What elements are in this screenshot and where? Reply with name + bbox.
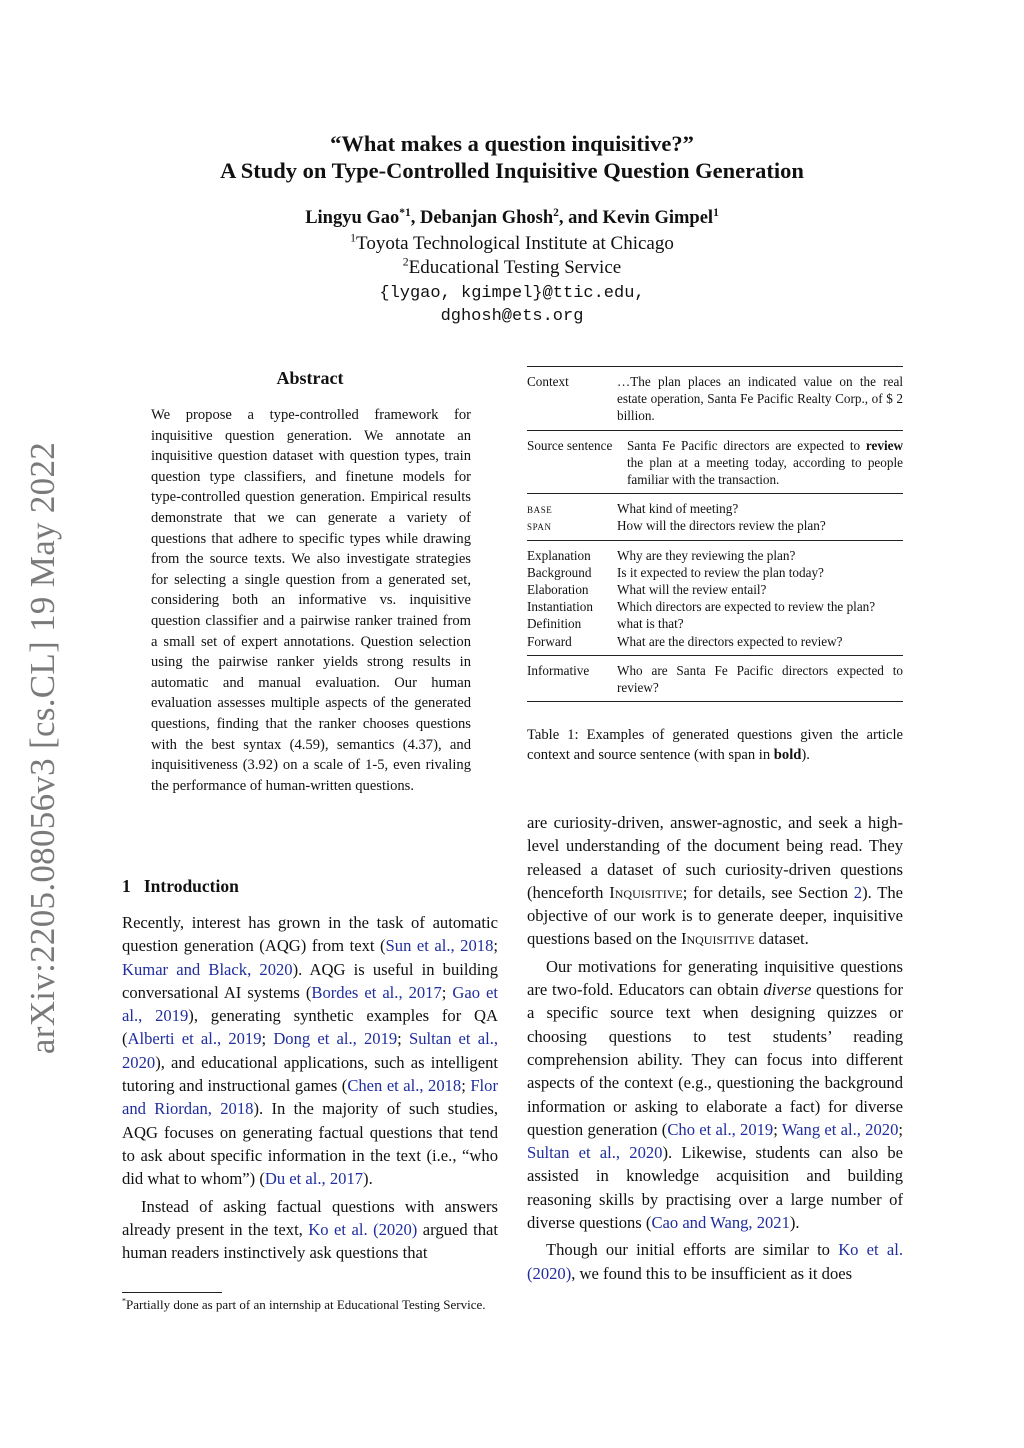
- footnote: *Partially done as part of an internship at Educational Testing Service.: [122, 1296, 486, 1312]
- table-row-label: Elaboration: [527, 582, 589, 598]
- paper-title-line-2: A Study on Type-Controlled Inquisitive Question Generation: [220, 158, 804, 183]
- citation-link[interactable]: Ko et al. (2020): [308, 1219, 418, 1239]
- table-row-label: Instantiation: [527, 599, 593, 615]
- table-row: [527, 598, 903, 615]
- citation-link[interactable]: Ko et al. (2020): [527, 1240, 903, 1283]
- intro-paragraph-2: Instead of asking factual questions with answers already present in the text, Ko et al. (2020) argued that human readers instinctively ask questions that: [122, 1196, 498, 1263]
- table-row: [527, 500, 903, 517]
- citation-link[interactable]: Kumar and Black, 2020: [122, 959, 293, 979]
- author-ghosh-mark: 2: [553, 206, 559, 219]
- intro-paragraph-1: Recently, interest has grown in the task of automatic question generation (AQG) from text (Sun et al., 2018; Kumar and Black, 2020). AQG is useful in building conversational AI systems (Bordes et al., 2017; Gao et al., 2019), generating synthetic examples for QA (Alberti et al., 2019; Dong et al., 2019; Sultan et al., 2020), and educational applications, such as intelligent tutoring and instructional games (Chen et al., 2018; Flor and Riordan, 2018). In the majority of such studies, AQG focuses on generating factual questions that tend to ask about specific information in the text (i.e., “who did what to whom”) (Du et al., 2017).: [122, 913, 499, 1189]
- table-row-question: Is it expected to review the plan today?: [617, 564, 824, 580]
- affiliation-1: $^1$Toyota Technological Institute at Chicago: [350, 231, 674, 254]
- citation-link[interactable]: Wang et al., 2020: [781, 1119, 899, 1139]
- arxiv-identifier: arXiv:2205.08056v3 [cs.CL] 19 May 2022: [23, 441, 62, 1055]
- table-row-label: Explanation: [527, 547, 591, 563]
- author-emails-line-1: {lygao, kgimpel}@ttic.edu,: [379, 284, 645, 303]
- table-row: [527, 517, 903, 534]
- table-row-label: span: [527, 518, 552, 534]
- table-row-question: Which directors are expected to review the plan?: [617, 599, 876, 615]
- table-informative-group: [527, 656, 903, 701]
- citation-link[interactable]: Alberti et al., 2019: [127, 1029, 262, 1049]
- table-source-group: [527, 431, 903, 494]
- author-gao: Lingyu Gao: [305, 208, 400, 228]
- table-types-group: [527, 541, 903, 655]
- right-paragraph-3: Though our initial efforts are similar to Ko et al. (2020), we found this to be insufficient as it does: [527, 1240, 903, 1283]
- table-row: [527, 564, 903, 581]
- citation-link[interactable]: Flor and Riordan, 2018: [122, 1076, 498, 1119]
- abstract-text: We propose a type-controlled framework for inquisitive question generation. We annotate an inquisitive question dataset with question types, train question type classifiers, and finetune models for type-controlled question generation. Empirical results demonstrate that we can generate a variety of questions that adhere to specific types while drawing from the source texts. We also investigate strategies for selecting a single question from a generated set, considering both an informative vs. inquisitive question classifier and a pairwise ranker trained from a small set of expert annotations. Question selection using the pairwise ranker yields strong results in automatic and manual evaluation. Our human evaluation assesses multiple aspects of the generated questions, finding that the ranker chooses questions with the best syntax (4.59), semantics (4.37), and inquisitiveness (3.92) on a scale of 1-5, even rivaling the performance of human-written questions.: [151, 407, 471, 794]
- author-gao-mark: *1: [399, 206, 411, 219]
- section-link[interactable]: 2: [853, 882, 863, 902]
- abstract-heading: Abstract: [276, 368, 344, 388]
- affiliation-2: $^2$Educational Testing Service: [402, 255, 622, 278]
- table-1: [527, 366, 903, 702]
- author-list: [0, 208, 1024, 229]
- citation-link[interactable]: Du et al., 2017: [264, 1169, 364, 1189]
- table-row-label: Forward: [527, 633, 572, 649]
- table-row-question: what is that?: [617, 616, 684, 632]
- author-emails-line-2: dghosh@ets.org: [440, 307, 584, 326]
- table-row-question: How will the directors review the plan?: [617, 518, 826, 534]
- right-paragraph-2: Our motivations for generating inquisitive questions are two-fold. Educators can obtain diverse questions for a specific source text when designing quizzes or choosing questions to test students’ reading comprehension ability. They can focus into different aspects of the context (e.g., questioning the background information or asking to elaborate a fact) for diverse question generation (Cho et al., 2019; Wang et al., 2020; Sultan et al., 2020). Likewise, students can also be assisted in knowledge acquisition and building reasoning skills by practising over a large number of diverse questions (Cao and Wang, 2021).: [527, 956, 903, 1233]
- citation-link[interactable]: Sun et al., 2018: [385, 936, 494, 956]
- citation-link[interactable]: Cho et al., 2019: [667, 1119, 774, 1139]
- author-gimpel-mark: 1: [713, 206, 719, 219]
- author-ghosh: , Debanjan Ghosh: [410, 208, 554, 228]
- table-row: [527, 633, 903, 650]
- table-row-question: Why are they reviewing the plan?: [617, 547, 796, 563]
- paper-title-line-1: “What makes a question inquisitive?”: [330, 131, 694, 156]
- citation-link[interactable]: Sultan et al., 2020: [527, 1143, 663, 1163]
- section-heading-introduction: 1 Introduction: [122, 876, 239, 896]
- citation-link[interactable]: Cao and Wang, 2021: [651, 1213, 790, 1233]
- table-row: [527, 615, 903, 632]
- table-row-question: What will the review entail?: [617, 582, 767, 598]
- citation-link[interactable]: Gao et al., 2019: [122, 982, 498, 1026]
- table-row-question: What are the directors expected to review?: [617, 633, 843, 649]
- table-row: Source sentence Santa Fe Pacific directors are expected to review the plan at a meeting today, according to people familiar with the transaction.: [527, 437, 903, 488]
- table-row-label: base: [527, 501, 553, 517]
- table-row-label: Background: [527, 564, 592, 580]
- table-1-caption: Table 1: Examples of generated questions given the article context and source sentence (with span in bold).: [527, 727, 903, 763]
- table-context-group: [527, 367, 903, 430]
- table-row: Context …The plan places an indicated value on the real estate operation, Santa Fe Pacific Realty Corp., of $ 2 billion.: [527, 374, 903, 424]
- table-row: Informative Who are Santa Fe Pacific directors expected to review?: [527, 662, 903, 696]
- table-base-group: [527, 494, 903, 539]
- intro-body: [122, 911, 498, 1264]
- right-column-body: [527, 811, 903, 1285]
- right-paragraph-1: are curiosity-driven, answer-agnostic, and seek a high-level understanding of the document being read. They released a dataset of such curiosity-driven questions (henceforth Inquisitive; for details, see Section 2). The objective of our work is to generate deeper, inquisitive questions based on the Inquisitive dataset.: [527, 813, 903, 949]
- citation-link[interactable]: Bordes et al., 2017: [311, 982, 442, 1002]
- footnote-rule: [122, 1292, 222, 1293]
- author-gimpel: , and Kevin Gimpel: [558, 208, 714, 228]
- table-row: [527, 547, 903, 564]
- citation-link[interactable]: Dong et al., 2019: [273, 1029, 398, 1049]
- table-row-question: What kind of meeting?: [617, 501, 739, 517]
- table-row: [527, 581, 903, 598]
- table-row-label: Definition: [527, 616, 582, 632]
- citation-link[interactable]: Chen et al., 2018: [347, 1076, 462, 1096]
- citation-link[interactable]: Sultan et al., 2020: [122, 1029, 498, 1072]
